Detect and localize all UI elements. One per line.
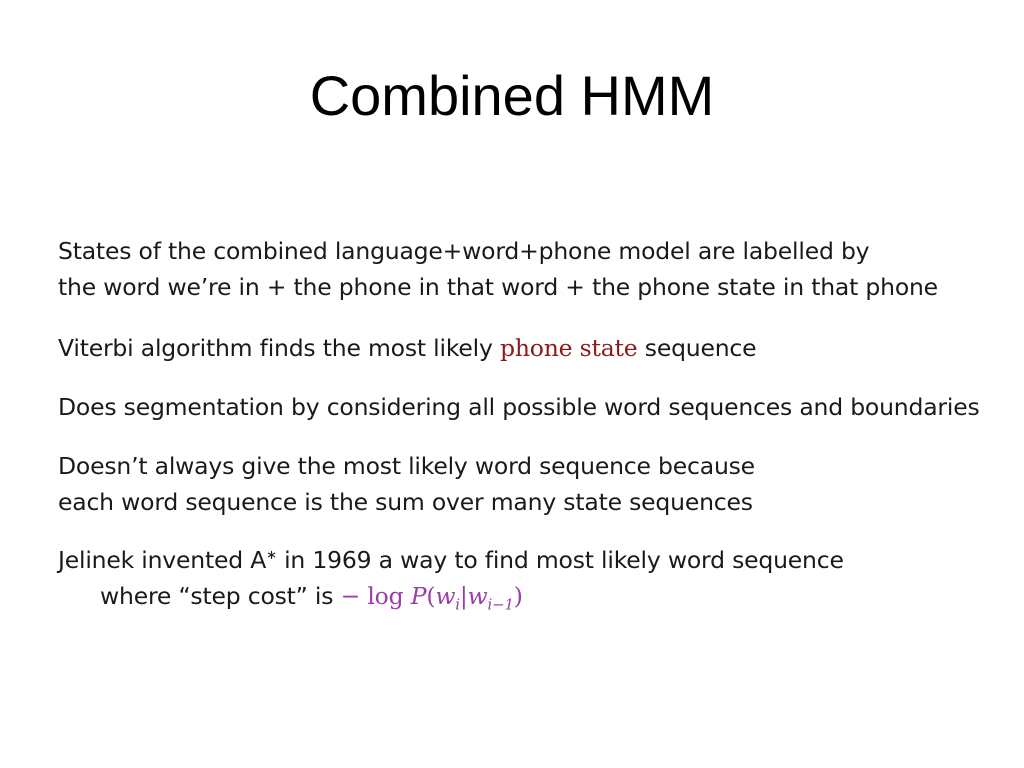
formula-paren: )	[513, 582, 523, 610]
formula-P: P	[410, 582, 427, 610]
formula-log: − log	[340, 582, 411, 610]
bullet-line: each word sequence is the sum over many state sequences	[58, 488, 753, 516]
formula-paren: (	[426, 582, 436, 610]
bullet-viterbi	[58, 330, 756, 366]
phone-state-highlight: phone state	[499, 334, 638, 362]
bullet-text: Jelinek invented A	[58, 546, 267, 574]
slide-title: Combined HMM	[309, 64, 715, 127]
bullet-text: where “step cost” is	[100, 582, 341, 610]
bullet-segmentation	[58, 389, 980, 425]
bullet-text: in 1969 a way to find most likely word sequence	[276, 546, 844, 574]
bullet-word-sequence	[58, 448, 755, 520]
formula-w: w	[435, 582, 456, 610]
step-cost-formula	[340, 582, 523, 614]
formula-bar: |	[459, 582, 468, 610]
bullet-line	[58, 542, 844, 578]
bullet-jelinek	[58, 542, 844, 623]
bullet-line	[58, 330, 756, 366]
astar-superscript: ∗	[266, 548, 277, 563]
bullet-subline	[58, 578, 844, 623]
bullet-states-labelling	[58, 233, 938, 305]
bullet-line: the word we’re in + the phone in that word + the phone state in that phone	[58, 273, 938, 301]
bullet-line: States of the combined language+word+phone model are labelled by	[58, 237, 870, 265]
formula-w: w	[467, 582, 488, 610]
bullet-line: Does segmentation by considering all possible word sequences and boundaries	[58, 393, 980, 421]
formula-sub: i	[455, 595, 460, 614]
bullet-text: Viterbi algorithm finds the most likely	[58, 334, 500, 362]
bullet-line: Doesn’t always give the most likely word sequence because	[58, 452, 755, 480]
formula-sub: i−1	[487, 595, 514, 614]
bullet-text: sequence	[637, 334, 757, 362]
